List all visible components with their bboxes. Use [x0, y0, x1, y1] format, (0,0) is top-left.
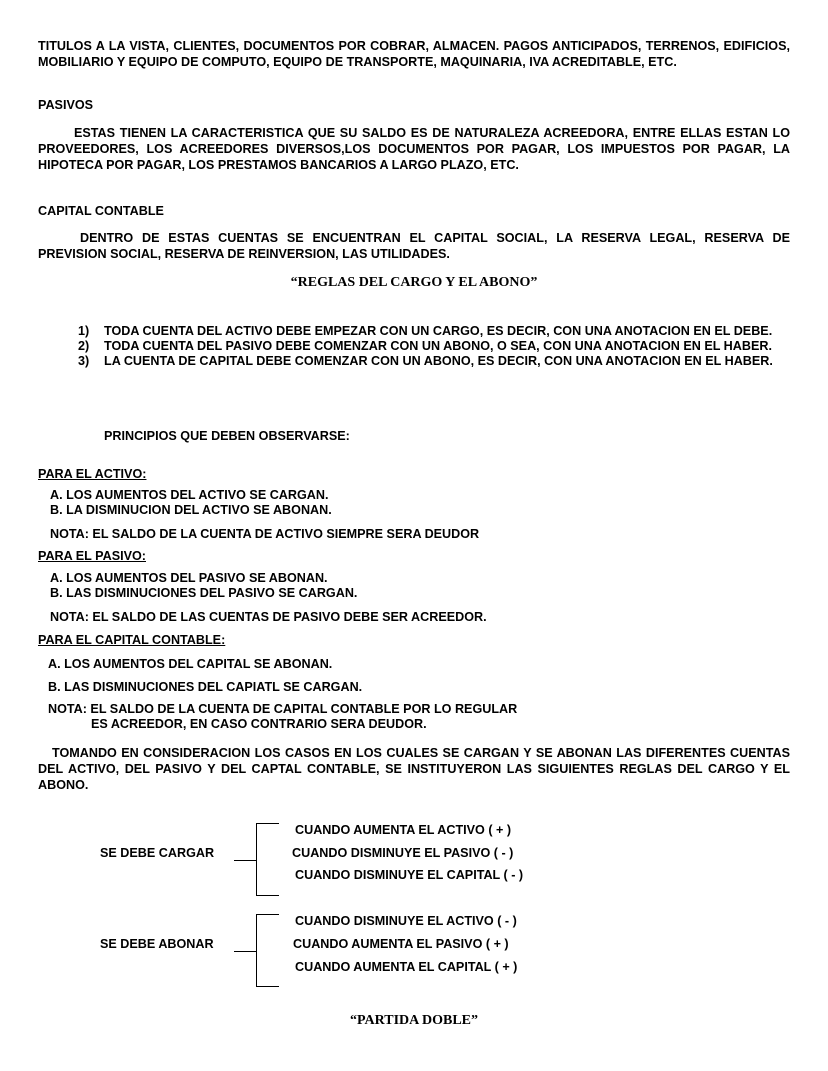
activo-heading: PARA EL ACTIVO: — [38, 467, 147, 481]
reglas-title: “REGLAS DEL CARGO Y EL ABONO” — [290, 275, 538, 290]
abonar-connector — [234, 951, 256, 952]
abonar-label: SE DEBE ABONAR — [100, 937, 214, 951]
tomando-paragraph: TOMANDO EN CONSIDERACION LOS CASOS EN LOS CUALES SE CARGAN Y SE ABONAN LAS DIFERENTES CUENTAS DEL ACTIVO, DEL PASIVO Y DEL CAPTAL CONTABLE, SE INSTITUYERON LAS SIGUIENTES REGLAS DEL CARGO Y EL ABONO. — [38, 746, 790, 792]
rules-list — [78, 324, 790, 369]
partida-doble-title: “PARTIDA DOBLE” — [350, 1013, 478, 1028]
abonar-bracket — [256, 914, 279, 987]
cargar-item: CUANDO DISMINUYE EL CAPITAL ( - ) — [295, 868, 524, 882]
capital-contable-a: A. LOS AUMENTOS DEL CAPITAL SE ABONAN. — [48, 657, 333, 671]
list-item: A. LOS AUMENTOS DEL ACTIVO SE CARGAN. — [50, 488, 329, 502]
activo-nota: NOTA: EL SALDO DE LA CUENTA DE ACTIVO SIEMPRE SERA DEUDOR — [50, 527, 480, 541]
capital-contable-nota-2: ES ACREEDOR, EN CASO CONTRARIO SERA DEUDOR. — [91, 717, 427, 731]
pasivos-heading: PASIVOS — [38, 98, 94, 112]
cargar-item: CUANDO DISMINUYE EL PASIVO ( - ) — [292, 846, 514, 860]
cargar-label: SE DEBE CARGAR — [100, 846, 215, 860]
cargar-item: CUANDO AUMENTA EL ACTIVO ( + ) — [295, 823, 512, 837]
pasivo-list — [50, 571, 357, 601]
abonar-item: CUANDO AUMENTA EL CAPITAL ( + ) — [295, 960, 518, 974]
rule-item: 1) TODA CUENTA DEL ACTIVO DEBE EMPEZAR CON UN CARGO, ES DECIR, CON UNA ANOTACION EN EL DEBE. — [78, 324, 773, 338]
capital-heading: CAPITAL CONTABLE — [38, 204, 164, 218]
list-item: A. LOS AUMENTOS DEL PASIVO SE ABONAN. — [50, 571, 328, 585]
intro-paragraph: TITULOS A LA VISTA, CLIENTES, DOCUMENTOS POR COBRAR, ALMACEN. PAGOS ANTICIPADOS, TERRENOS, EDIFICIOS, MOBILIARIO Y EQUIPO DE COMPUTO, EQUIPO DE TRANSPORTE, MAQUINARIA, IVA ACREDITABLE, ETC. — [38, 39, 790, 69]
list-item: B. LAS DISMINUCIONES DEL PASIVO SE CARGAN. — [50, 586, 358, 600]
abonar-item: CUANDO AUMENTA EL PASIVO ( + ) — [293, 937, 509, 951]
list-item: B. LA DISMINUCION DEL ACTIVO SE ABONAN. — [50, 503, 332, 517]
pasivo-nota: NOTA: EL SALDO DE LAS CUENTAS DE PASIVO DEBE SER ACREEDOR. — [50, 610, 487, 624]
capital-contable-heading: PARA EL CAPITAL CONTABLE: — [38, 633, 226, 647]
activo-list — [50, 488, 332, 518]
capital-contable-nota-1: NOTA: EL SALDO DE LA CUENTA DE CAPITAL CONTABLE POR LO REGULAR — [48, 702, 518, 716]
abonar-item: CUANDO DISMINUYE EL ACTIVO ( - ) — [295, 914, 517, 928]
cargar-bracket — [256, 823, 279, 896]
capital-contable-b: B. LAS DISMINUCIONES DEL CAPIATL SE CARGAN. — [48, 680, 363, 694]
pasivos-body: ESTAS TIENEN LA CARACTERISTICA QUE SU SALDO ES DE NATURALEZA ACREEDORA, ENTRE ELLAS ESTAN LO PROVEEDORES, LOS ACREEDORES DIVERSOS,LOS DOCUMENTOS POR PAGAR, LOS IMPUESTOS POR PAGAR, LA HIPOTECA POR PAGAR, LOS PRESTAMOS BANCARIOS A LARGO PLAZO, ETC. — [38, 126, 790, 172]
capital-body: DENTRO DE ESTAS CUENTAS SE ENCUENTRAN EL CAPITAL SOCIAL, LA RESERVA LEGAL, RESERVA DE PREVISION SOCIAL, RESERVA DE REINVERSION, LAS UTILIDADES. — [38, 231, 790, 261]
pasivo-heading: PARA EL PASIVO: — [38, 549, 146, 563]
rule-item: 3) LA CUENTA DE CAPITAL DEBE COMENZAR CON UN ABONO, ES DECIR, CON UNA ANOTACION EN EL HABER. — [78, 354, 773, 368]
principios-heading: PRINCIPIOS QUE DEBEN OBSERVARSE: — [104, 429, 350, 443]
rule-item: 2) TODA CUENTA DEL PASIVO DEBE COMENZAR CON UN ABONO, O SEA, CON UNA ANOTACION EN EL HABER. — [78, 339, 772, 353]
cargar-connector — [234, 860, 256, 861]
